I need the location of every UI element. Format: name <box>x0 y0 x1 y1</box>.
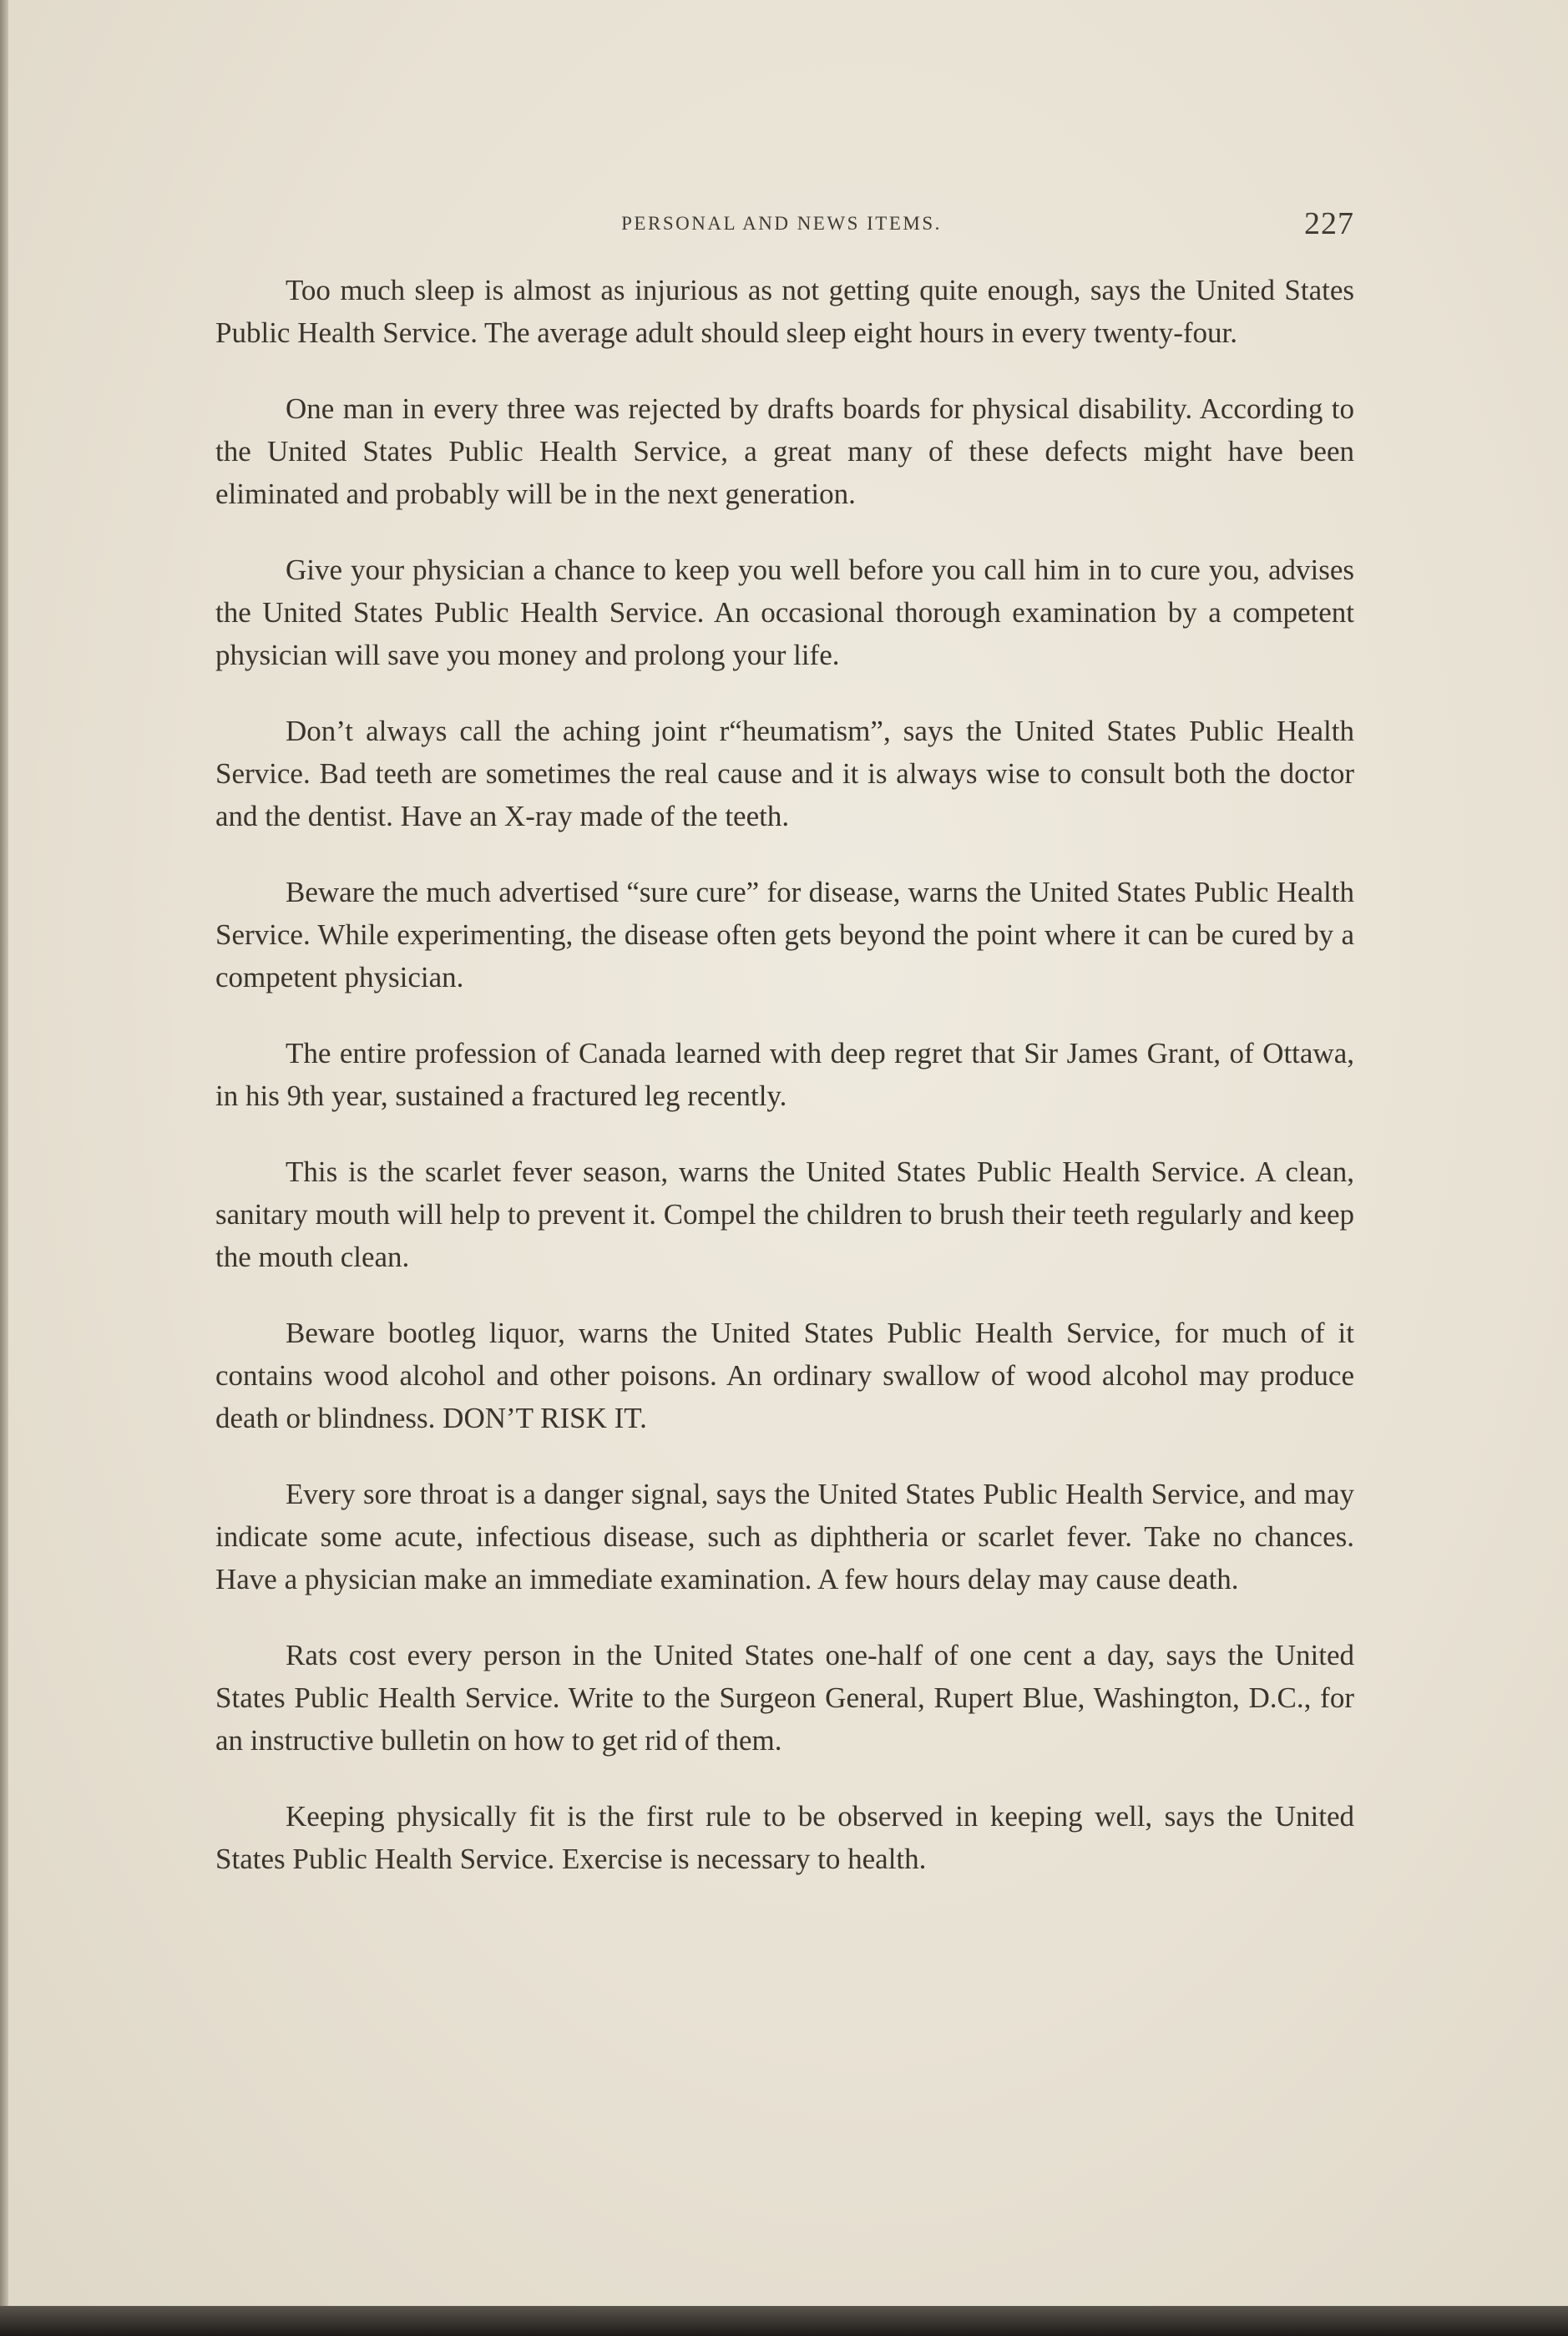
paragraph-draft-rejections: One man in every three was rejected by drafts boards for physical disability. According to the United States Public Health Service, a great many of these defects might have been eliminated and probably will be in the next generation. <box>215 392 1354 510</box>
body-text <box>215 269 1354 1914</box>
page-bottom-edge <box>0 2306 1568 2336</box>
paragraph-physically-fit: Keeping physically fit is the first rule to be observed in keeping well, says the United States Public Health Service. Exercise is necessary to health. <box>215 1800 1354 1875</box>
paragraph-sure-cure: Beware the much advertised “sure cure” for disease, warns the United States Public Health Service. While experimenting, the disease often gets beyond the point where it can be cured by a competent physician. <box>215 876 1354 994</box>
paragraph-bootleg-liquor: Beware bootleg liquor, warns the United States Public Health Service, for much of it contains wood alcohol and other poisons. An ordinary swallow of wood alcohol may produce death or blindness. DON’T RISK IT. <box>215 1317 1354 1434</box>
paragraph-rheumatism: Don’t always call the aching joint r“heumatism”, says the United States Public Health Service. Bad teeth are sometimes the real cause and it is always wise to consult both the doctor and the dentist. Have an X-ray made of the teeth. <box>215 715 1354 832</box>
paragraph-rats: Rats cost every person in the United States one-half of one cent a day, says the United States Public Health Service. Write to the Surgeon General, Rupert Blue, Washington, D.C., for an instructive bulletin on how to get rid of them. <box>215 1639 1354 1757</box>
running-title: PERSONAL AND NEWS ITEMS. <box>621 213 942 234</box>
page-binding-edge <box>0 0 8 2336</box>
paragraph-sir-james-grant: The entire profession of Canada learned with deep regret that Sir James Grant, of Ottawa, in his 9th year, sustained a fractured leg recently. <box>215 1037 1354 1112</box>
paragraph-sore-throat: Every sore throat is a danger signal, says the United States Public Health Service, and may indicate some acute, infectious disease, such as diphtheria or scarlet fever. Take no chances. Have a physician make an immediate examination. A few hours delay may cause death. <box>215 1478 1354 1595</box>
paragraph-scarlet-fever: This is the scarlet fever season, warns the United States Public Health Service. A clean, sanitary mouth will help to prevent it. Compel the children to brush their teeth regularly and keep the mouth clean. <box>215 1155 1354 1273</box>
page-number: 227 <box>1304 206 1354 241</box>
paragraph-sleep: Too much sleep is almost as injurious as not getting quite enough, says the United States Public Health Service. The average adult should sleep eight hours in every twenty-four. <box>215 274 1354 349</box>
paragraph-physician-checkup: Give your physician a chance to keep you well before you call him in to cure you, advises the United States Public Health Service. An occasional thorough examination by a competent physician will save you money and prolong your life. <box>215 554 1354 671</box>
running-head <box>209 205 1354 242</box>
